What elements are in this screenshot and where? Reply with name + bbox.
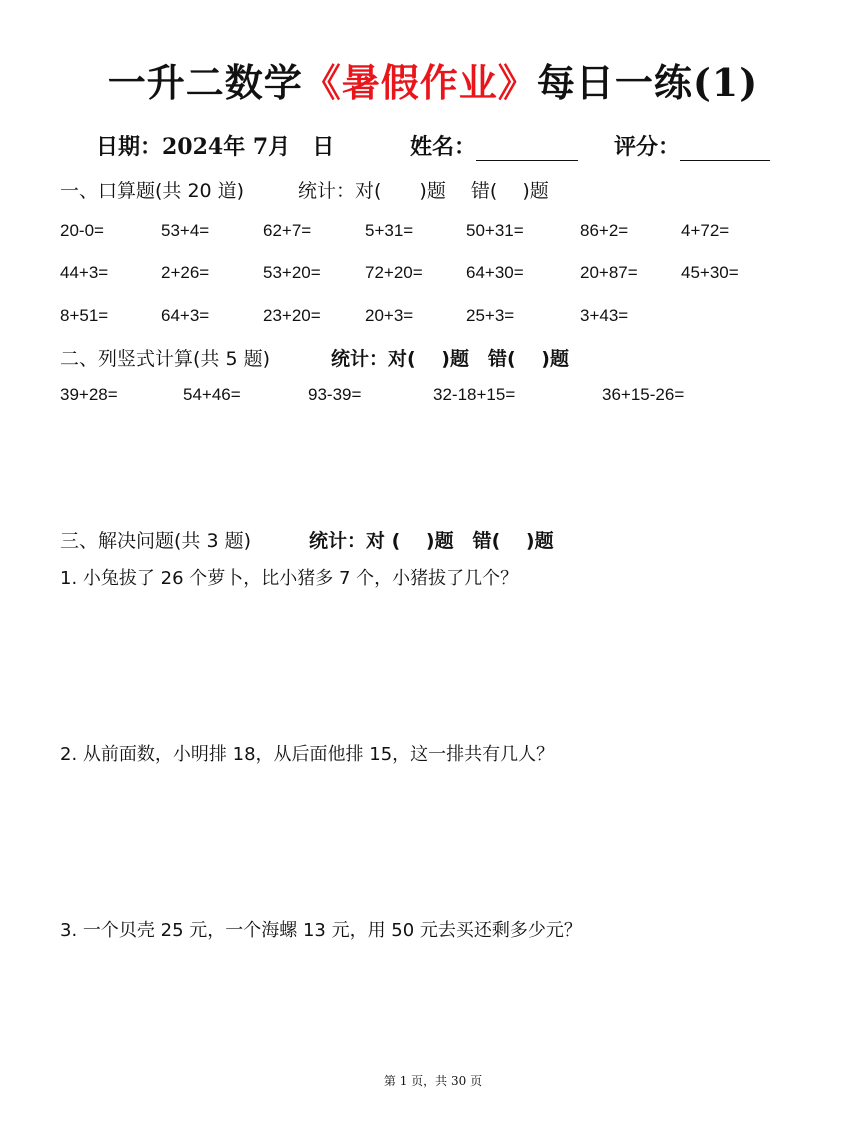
oral-problem: 20-0= <box>60 221 104 240</box>
name-label <box>410 130 578 161</box>
page-title <box>0 52 866 107</box>
score-blank[interactable] <box>680 138 770 161</box>
oral-problem: 64+30= <box>466 263 524 282</box>
oral-problem: 20+3= <box>365 306 414 325</box>
score-label <box>614 130 770 161</box>
oral-problem: 45+30= <box>681 263 739 282</box>
oral-problem: 72+20= <box>365 263 423 282</box>
section2-heading: 二、列竖式计算(共 5 题) <box>60 348 270 370</box>
score-label-text: 评分： <box>614 134 681 160</box>
date-label: 日期：2024年 7月 日 <box>96 134 335 160</box>
title-prefix: 一升二数学 <box>107 60 303 105</box>
oral-problem: 86+2= <box>580 221 629 240</box>
oral-problem: 50+31= <box>466 221 524 240</box>
section3-heading: 三、解决问题(共 3 题) <box>60 530 251 552</box>
oral-problem: 44+3= <box>60 263 109 282</box>
name-blank[interactable] <box>476 138 578 161</box>
oral-problem: 53+4= <box>161 221 210 240</box>
word-problem: 3. 一个贝壳 25 元，一个海螺 13 元，用 50 元去买还剩多少元？ <box>60 920 582 941</box>
oral-problem: 4+72= <box>681 221 730 240</box>
oral-problem: 23+20= <box>263 306 321 325</box>
oral-problem: 64+3= <box>161 306 210 325</box>
oral-problem: 53+20= <box>263 263 321 282</box>
title-suffix: 每日一练(1) <box>536 60 759 105</box>
word-problem: 1. 小兔拔了 26 个萝卜，比小猪多 7 个，小猪拔了几个？ <box>60 568 519 589</box>
vertical-problem: 93-39= <box>308 385 362 404</box>
oral-problem: 8+51= <box>60 306 109 325</box>
oral-problem: 5+31= <box>365 221 414 240</box>
page-footer: 第 1 页，共 30 页 <box>383 1074 483 1088</box>
vertical-problem: 36+15-26= <box>602 385 685 404</box>
oral-problem: 3+43= <box>580 306 629 325</box>
oral-problem: 25+3= <box>466 306 515 325</box>
vertical-problem: 39+28= <box>60 385 118 404</box>
section2-stats: 统计：对( )题 错( )题 <box>331 348 569 370</box>
word-problem: 2. 从前面数，小明排 18，从后面他排 15，这一排共有几人？ <box>60 744 555 765</box>
section1-stats: 统计：对( )题 错( )题 <box>298 180 549 202</box>
vertical-problem: 54+46= <box>183 385 241 404</box>
vertical-problem: 32-18+15= <box>433 385 516 404</box>
name-label-text: 姓名： <box>410 134 477 160</box>
section1-heading: 一、口算题(共 20 道) <box>60 180 245 202</box>
title-highlight: 《暑假作业》 <box>302 60 537 105</box>
oral-problem: 20+87= <box>580 263 638 282</box>
oral-problem: 62+7= <box>263 221 312 240</box>
oral-problem: 2+26= <box>161 263 210 282</box>
section3-stats: 统计：对 ( )题 错( )题 <box>309 530 554 552</box>
